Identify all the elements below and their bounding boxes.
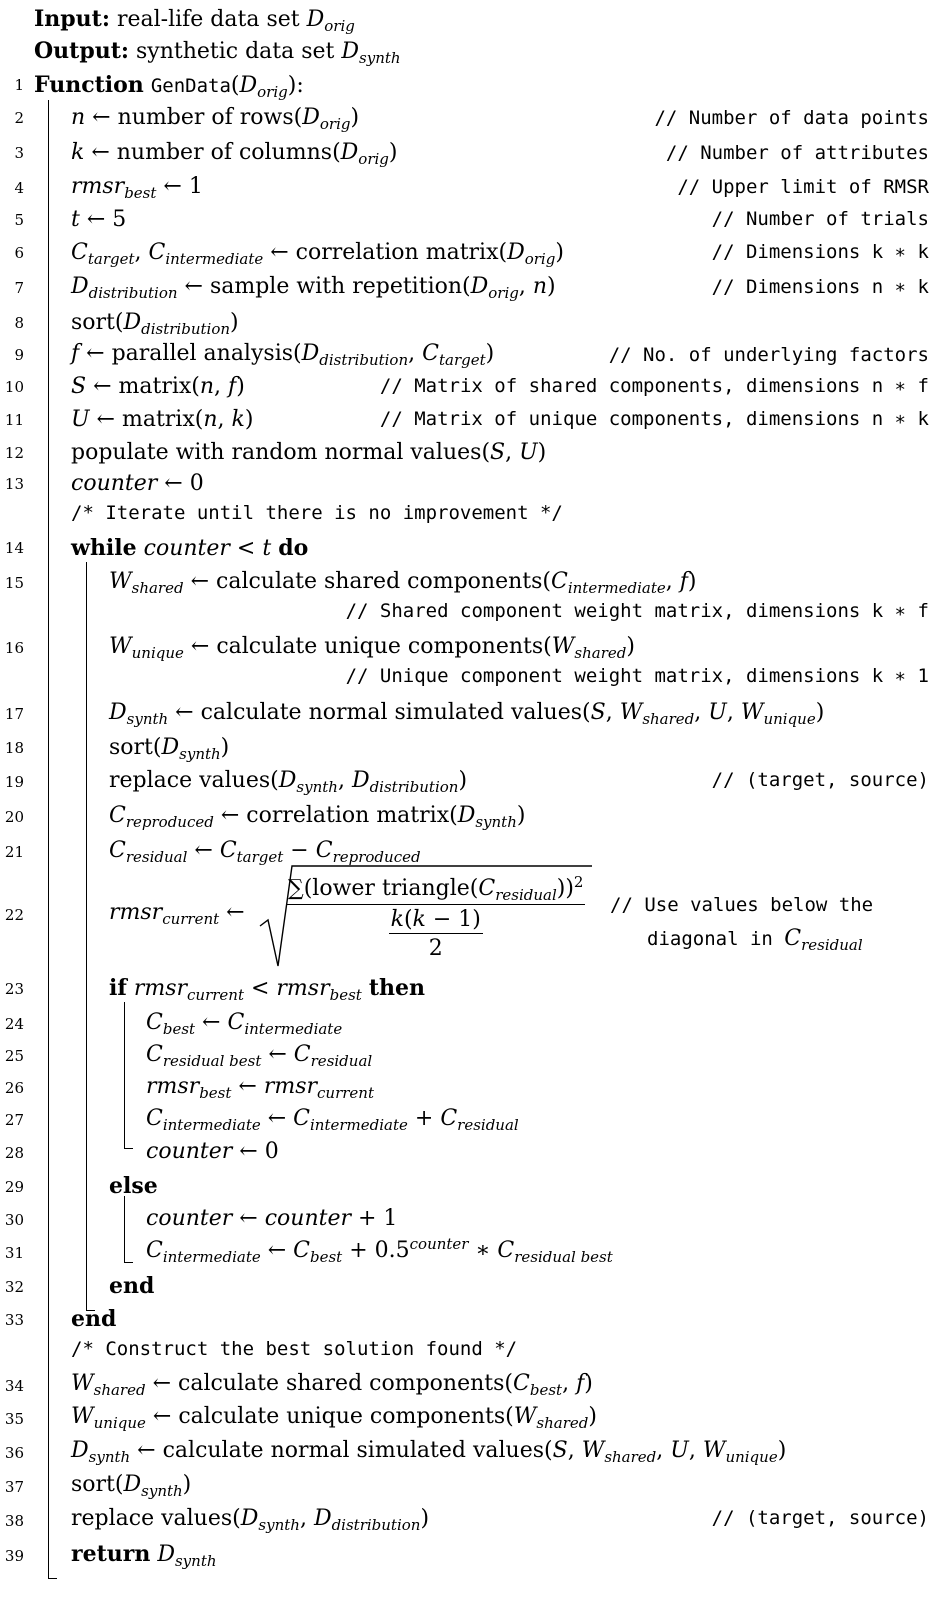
- algo-line-2: n ← number of $rows(D_{orig})$: [71, 105, 360, 133]
- else-body-tick: [124, 1262, 133, 1263]
- algo-line-16: $W_{unique}$ ← calculate unique $components(W_{shared})$: [109, 634, 635, 662]
- algo-line-3: k ← number of $columns(D_{orig})$: [71, 140, 398, 168]
- line-number: 16: [4, 639, 24, 657]
- algo-line-11: U ← matrix(n, k): [71, 407, 254, 432]
- line-number: 4: [14, 179, 24, 197]
- algo-line-4: rmsr$_{best}$ ← 1: [71, 174, 203, 202]
- input-line: Input: real-life data set $D_{orig}$: [34, 6, 355, 35]
- comment: // Matrix of shared components, dimensions n ∗ f: [379, 375, 929, 397]
- block-comment: /* Iterate until there is no improvement */: [71, 502, 563, 524]
- line-number: 38: [4, 1512, 24, 1530]
- line-number: 14: [4, 539, 24, 557]
- line-number: 34: [4, 1377, 24, 1395]
- line-number: 39: [4, 1547, 24, 1565]
- algo-line-13: counter ← 0: [71, 471, 204, 496]
- fraction-denominator: $\frac{k(k - 1)}{2}$: [390, 907, 481, 961]
- algo-line-1: Function $GenData(D_{orig})$:: [34, 72, 304, 101]
- line-number: 17: [4, 705, 24, 723]
- algo-line-24: $C_{best}$ ← $C_{intermediate}$: [146, 1010, 343, 1038]
- line-number: 19: [4, 773, 24, 791]
- algo-line-28: counter ← 0: [146, 1139, 279, 1164]
- algo-line-36: $D_{synth}$ ← calculate normal simulated values(S, $W_{shared}$, U, $W_{unique}$): [71, 1438, 787, 1466]
- algo-line-37: $sort(D_{synth})$: [71, 1472, 192, 1500]
- line-number: 3: [14, 144, 24, 162]
- algo-line-9: f ← parallel $analysis(D_{distribution}$, $C_{target}$): [71, 341, 495, 369]
- algo-line-15: $W_{shared}$ ← calculate shared $components(C_{intermediate}$, f): [109, 569, 697, 597]
- line-number: 35: [4, 1410, 24, 1428]
- comment: // Dimensions k ∗ k: [711, 241, 929, 263]
- comment: // Number of trials: [711, 208, 929, 230]
- line-number: 12: [4, 444, 24, 462]
- algo-line-8: $sort(D_{distribution})$: [71, 310, 239, 338]
- line-number: 27: [4, 1111, 24, 1129]
- line-number: 6: [14, 244, 24, 262]
- algo-line-29: else: [109, 1173, 158, 1199]
- algo-line-20: $C_{reproduced}$ ← correlation $matrix(D_{synth})$: [109, 803, 526, 831]
- while-body-rule: [86, 562, 87, 1310]
- algo-line-35: $W_{unique}$ ← calculate unique $components(W_{shared})$: [71, 1404, 597, 1432]
- line-number: 2: [14, 109, 24, 127]
- line-number: 21: [4, 843, 24, 861]
- line-number: 28: [4, 1144, 24, 1162]
- algo-line-21: $C_{residual}$ ← $C_{target} - C_{reproduced}$: [109, 838, 421, 866]
- comment: // Number of data points: [654, 107, 929, 129]
- algo-line-6: $C_{target}$, $C_{intermediate}$ ← correlation $matrix(D_{orig})$: [71, 240, 564, 268]
- line-number: 13: [4, 475, 24, 493]
- input-text: real-life data set: [116, 7, 307, 32]
- line-number: 24: [4, 1015, 24, 1033]
- line-number: 10: [4, 378, 24, 396]
- comment: // (target, source): [711, 1507, 929, 1529]
- algo-line-31: $C_{intermediate}$ ← $C_{best} + 0.5^{counter}$ ∗ $C_{residual best}$: [146, 1235, 613, 1266]
- algo-line-17: $D_{synth}$ ← calculate normal simulated values(S, $W_{shared}$, U, $W_{unique}$): [109, 700, 825, 728]
- line-number: 29: [4, 1178, 24, 1196]
- comment: // Upper limit of RMSR: [677, 176, 929, 198]
- fraction-numerator: ∑(lower $triangle(C_{residual}))^2$: [288, 873, 584, 904]
- algo-line-34: $W_{shared}$ ← calculate shared $components(C_{best}$, f): [71, 1371, 593, 1399]
- line-number: 20: [4, 808, 24, 826]
- line-number: 9: [14, 346, 24, 364]
- algo-line-14: while counter < t do: [71, 535, 309, 561]
- line-number: 22: [4, 906, 24, 924]
- algo-line-32: end: [109, 1273, 155, 1299]
- function-body-rule: [48, 100, 49, 1578]
- output-label: Output:: [34, 38, 129, 64]
- line-number: 32: [4, 1278, 24, 1296]
- comment: // Use values below the: [610, 894, 874, 916]
- line-number: 5: [14, 211, 24, 229]
- block-comment: /* Construct the best solution found */: [71, 1338, 518, 1360]
- line-number: 15: [4, 574, 24, 592]
- algo-line-25: $C_{residual best}$ ← $C_{residual}$: [146, 1042, 373, 1070]
- if-body-tick: [124, 1148, 133, 1149]
- line-number: 23: [4, 980, 24, 998]
- input-label: Input:: [34, 6, 110, 32]
- algo-line-26: rmsr$_{best}$ ← rmsr$_{current}$: [146, 1074, 374, 1102]
- line-number: 1: [14, 76, 24, 94]
- line-number: 26: [4, 1079, 24, 1097]
- algo-line-38: replace $values(D_{synth}$, $D_{distribution}$): [71, 1506, 430, 1534]
- output-line: Output: synthetic data set $D_{synth}$: [34, 38, 401, 67]
- algo-line-33: end: [71, 1306, 117, 1332]
- algo-line-30: counter ← counter + 1: [146, 1206, 398, 1231]
- else-body-rule: [124, 1196, 125, 1262]
- algo-line-27: $C_{intermediate}$ ← $C_{intermediate} + C_{residual}$: [146, 1106, 519, 1134]
- comment-line-2: diagonal in $C_{residual}$: [647, 926, 863, 954]
- function-body-tick: [48, 1578, 57, 1579]
- line-number: 11: [4, 411, 24, 429]
- line-number: 7: [14, 279, 24, 297]
- algo-line-23: if rmsr$_{current}$ < rmsr$_{best}$ then: [109, 975, 425, 1004]
- if-body-rule: [124, 1002, 125, 1148]
- line-number: 37: [4, 1478, 24, 1496]
- algo-line-7: $D_{distribution}$ ← sample with $repetition(D_{orig}$, n): [71, 274, 556, 302]
- line-number: 30: [4, 1211, 24, 1229]
- rmsr-fraction: [286, 873, 585, 961]
- comment: // Dimensions n ∗ k: [711, 276, 929, 298]
- line-number: 31: [4, 1244, 24, 1262]
- algo-line-5: t ← 5: [71, 207, 127, 232]
- line-number: 36: [4, 1444, 24, 1462]
- comment: // Number of attributes: [665, 142, 929, 164]
- algo-line-22: rmsr$_{current}$ ←: [109, 900, 245, 928]
- comment: // Shared component weight matrix, dimensions k ∗ f: [345, 600, 929, 622]
- algo-line-10: S ← matrix(n, f): [71, 374, 245, 399]
- line-number: 33: [4, 1311, 24, 1329]
- output-text: synthetic data set: [135, 39, 342, 64]
- comment: // (target, source): [711, 769, 929, 791]
- comment: // No. of underlying factors: [608, 344, 929, 366]
- algo-line-39: return $D_{synth}$: [71, 1541, 217, 1570]
- algo-line-12: populate with random normal values(S, U): [71, 440, 547, 465]
- line-number: 8: [14, 314, 24, 332]
- line-number: 25: [4, 1047, 24, 1065]
- algo-line-19: replace $values(D_{synth}$, $D_{distribution}$): [109, 768, 468, 796]
- algo-line-18: $sort(D_{synth})$: [109, 735, 230, 763]
- line-number: 18: [4, 739, 24, 757]
- comment: // Unique component weight matrix, dimensions k ∗ 1: [345, 665, 929, 687]
- comment: // Matrix of unique components, dimensions n ∗ k: [379, 408, 929, 430]
